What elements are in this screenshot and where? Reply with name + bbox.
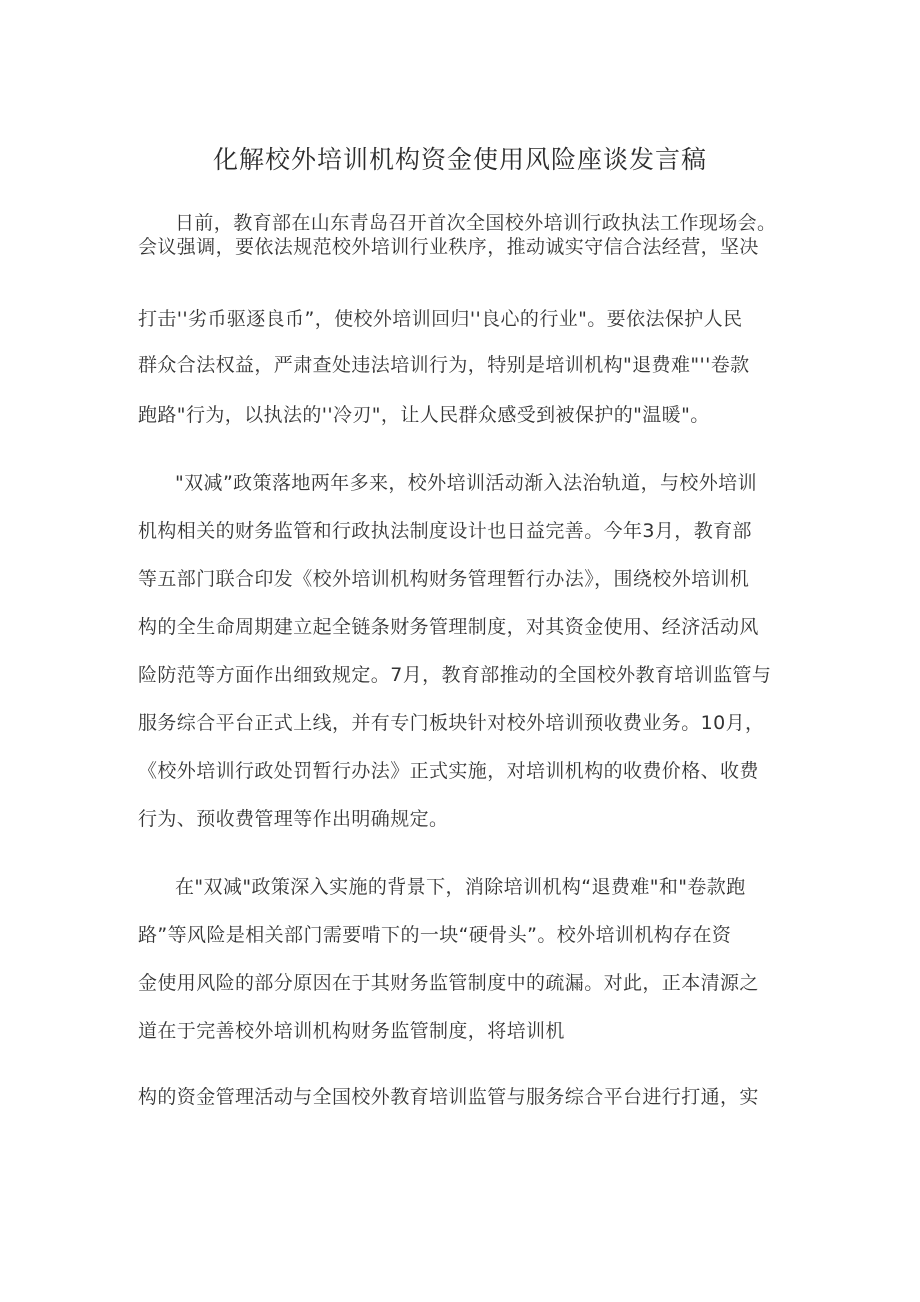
paragraph-4-line-1: 构的资金管理活动与全国校外教育培训监管与服务综合平台进行打通，实 (138, 1086, 759, 1108)
paragraph-3-line-3: 金使用风险的部分原因在于其财务监管制度中的疏漏。对此，正本清源之 (138, 972, 759, 994)
paragraph-2-line-7: 《校外培训行政处罚暂行办法》正式实施，对培训机构的收费价格、收费 (138, 760, 759, 782)
paragraph-1-line-5: 跑路"行为，以执法的''冷刃"，让人民群众感受到被保护的"温暖"。 (138, 404, 710, 426)
paragraph-2-line-5: 险防范等方面作出细致规定。7月，教育部推动的全国校外教育培训监管与 (138, 664, 772, 686)
paragraph-2-line-8: 行为、预收费管理等作出明确规定。 (138, 808, 449, 830)
paragraph-3-line-4: 道在于完善校外培训机构财务监管制度，将培训机 (138, 1020, 565, 1042)
paragraph-2-line-3: 等五部门联合印发《校外培训机构财务管理暂行办法》，围绕校外培训机 (138, 568, 750, 590)
paragraph-2-line-6: 服务综合平台正式上线，并有专门板块针对校外培训预收费业务。10月， (138, 712, 765, 734)
paragraph-1-line-4: 群众合法权益，严肃查处违法培训行为，特别是培训机构"退费难"''卷款 (138, 354, 750, 376)
paragraph-2-line-1: "双减”政策落地两年多来，校外培训活动渐入法治轨道，与校外培训 (175, 472, 757, 494)
document-title: 化解校外培训机构资金使用风险座谈发言稿 (212, 145, 707, 174)
paragraph-2-line-4: 构的全生命周期建立起全链条财务管理制度，对其资金使用、经济活动风 (138, 616, 759, 638)
paragraph-1-line-2: 会议强调，要依法规范校外培训行业秩序，推动诚实守信合法经营，坚决 (138, 236, 759, 258)
paragraph-1-line-1: 日前，教育部在山东青岛召开首次全国校外培训行政执法工作现场会。 (175, 212, 777, 234)
paragraph-3-line-2: 路”等风险是相关部门需要啃下的一块“硬骨头”。校外培训机构存在资 (138, 924, 732, 946)
paragraph-1-line-3: 打击''劣币驱逐良币”，使校外培训回归''良心的行业"。要依法保护人民 (138, 308, 743, 330)
paragraph-3-line-1: 在"双减"政策深入实施的背景下，消除培训机构“退费难"和"卷款跑 (175, 876, 746, 898)
paragraph-2-line-2: 机构相关的财务监管和行政执法制度设计也日益完善。今年3月，教育部 (138, 520, 752, 542)
